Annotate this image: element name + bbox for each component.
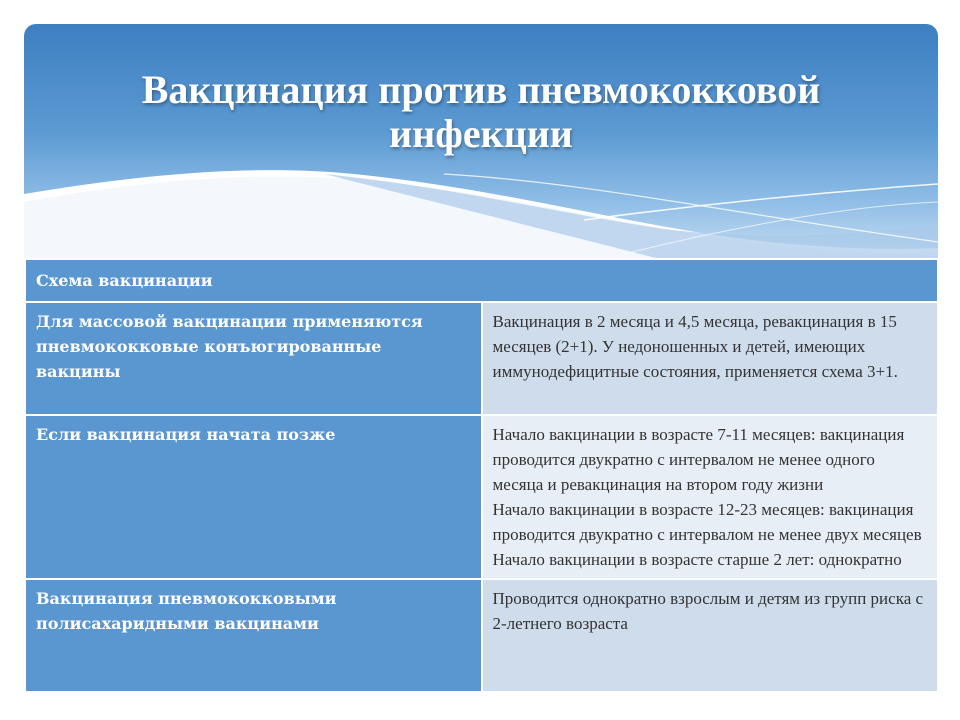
row-description bbox=[482, 579, 939, 692]
table-header-row bbox=[25, 259, 938, 302]
row-description bbox=[482, 415, 939, 579]
vaccination-table bbox=[24, 258, 939, 693]
row-text: Начало вакцинации в возрасте 12-23 месяцев: вакцинация проводится двукратно с интервалом не менее двух месяцев bbox=[492, 500, 922, 544]
title-banner bbox=[24, 24, 938, 260]
table-row bbox=[25, 302, 938, 415]
row-description bbox=[482, 302, 939, 415]
row-label: Вакцинация пневмококковыми полисахаридными вакцинами bbox=[25, 579, 482, 692]
row-text: Проводится однократно взрослым и детям из групп риска с 2-летнего возраста bbox=[492, 589, 924, 633]
row-text: Начало вакцинации в возрасте старше 2 лет: однократно bbox=[492, 550, 902, 569]
row-label: Если вакцинация начата позже bbox=[25, 415, 482, 579]
row-label: Для массовой вакцинации применяются пневмококковые конъюгированные вакцины bbox=[25, 302, 482, 415]
table-header: Схема вакцинации bbox=[25, 259, 938, 302]
row-text: Начало вакцинации в возрасте 7-11 месяцев: вакцинация проводится двукратно с интервалом не менее одного месяца и ревакцинация на втором году жизни bbox=[492, 425, 905, 494]
table-row bbox=[25, 579, 938, 692]
slide-title: Вакцинация против пневмококковой инфекции bbox=[141, 67, 821, 156]
table-row bbox=[25, 415, 938, 579]
row-text: Вакцинация в 2 месяца и 4,5 месяца, ревакцинация в 15 месяцев (2+1). У недоношенных и детей, имеющих иммунодефицитные состояния, применяется схема 3+1. bbox=[492, 312, 898, 381]
